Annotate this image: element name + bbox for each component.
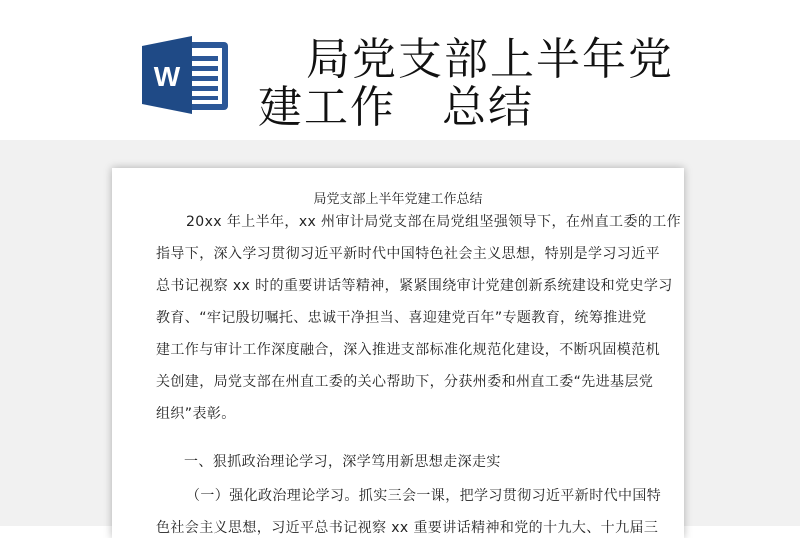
section-1-heading: 一、狠抓政治理论学习，深学笃用新思想走深走实	[184, 454, 501, 470]
text-line: 指导下，深入学习贯彻习近平新时代中国特色社会主义思想，特别是学习习近平	[156, 246, 660, 262]
document-title: 局党支部上半年党建工作总结	[313, 192, 483, 207]
text-line: 色社会主义思想，习近平总书记视察 xx 重要讲话精神和党的十九大、十九届三	[156, 520, 659, 536]
banner-title-line-1: 局党支部上半年党	[306, 34, 674, 85]
svg-text:W: W	[153, 61, 181, 92]
subsection-paragraph	[156, 486, 662, 538]
text-line: 20xx 年上半年，xx 州审计局党支部在局党组坚强领导下，在州直工委的工作	[186, 214, 682, 230]
text-line: 关创建，局党支部在州直工委的关心帮助下，分获州委和州直工委“先进基层党	[156, 374, 654, 390]
document-page	[112, 168, 684, 538]
text-line: 建工作与审计工作深度融合，深入推进支部标准化规范化建设，不断巩固模范机	[156, 342, 660, 358]
section-heading	[156, 452, 646, 472]
word-document-icon	[140, 34, 236, 116]
text-line: 总书记视察 xx 时的重要讲话等精神，紧紧围绕审计党建创新系统建设和党史学习	[156, 278, 673, 294]
text-line: （一）强化政治理论学习。抓实三会一课，把学习贯彻习近平新时代中国特	[186, 488, 662, 504]
intro-paragraph	[156, 212, 682, 442]
text-line: 组织”表彰。	[156, 406, 236, 422]
text-line: 教育、“牢记殷切嘱托、忠诚干净担当、喜迎建党百年”专题教育，统筹推进党	[156, 310, 647, 326]
banner-title-line-2: 建工作 总结	[258, 82, 534, 133]
banner	[0, 0, 800, 140]
